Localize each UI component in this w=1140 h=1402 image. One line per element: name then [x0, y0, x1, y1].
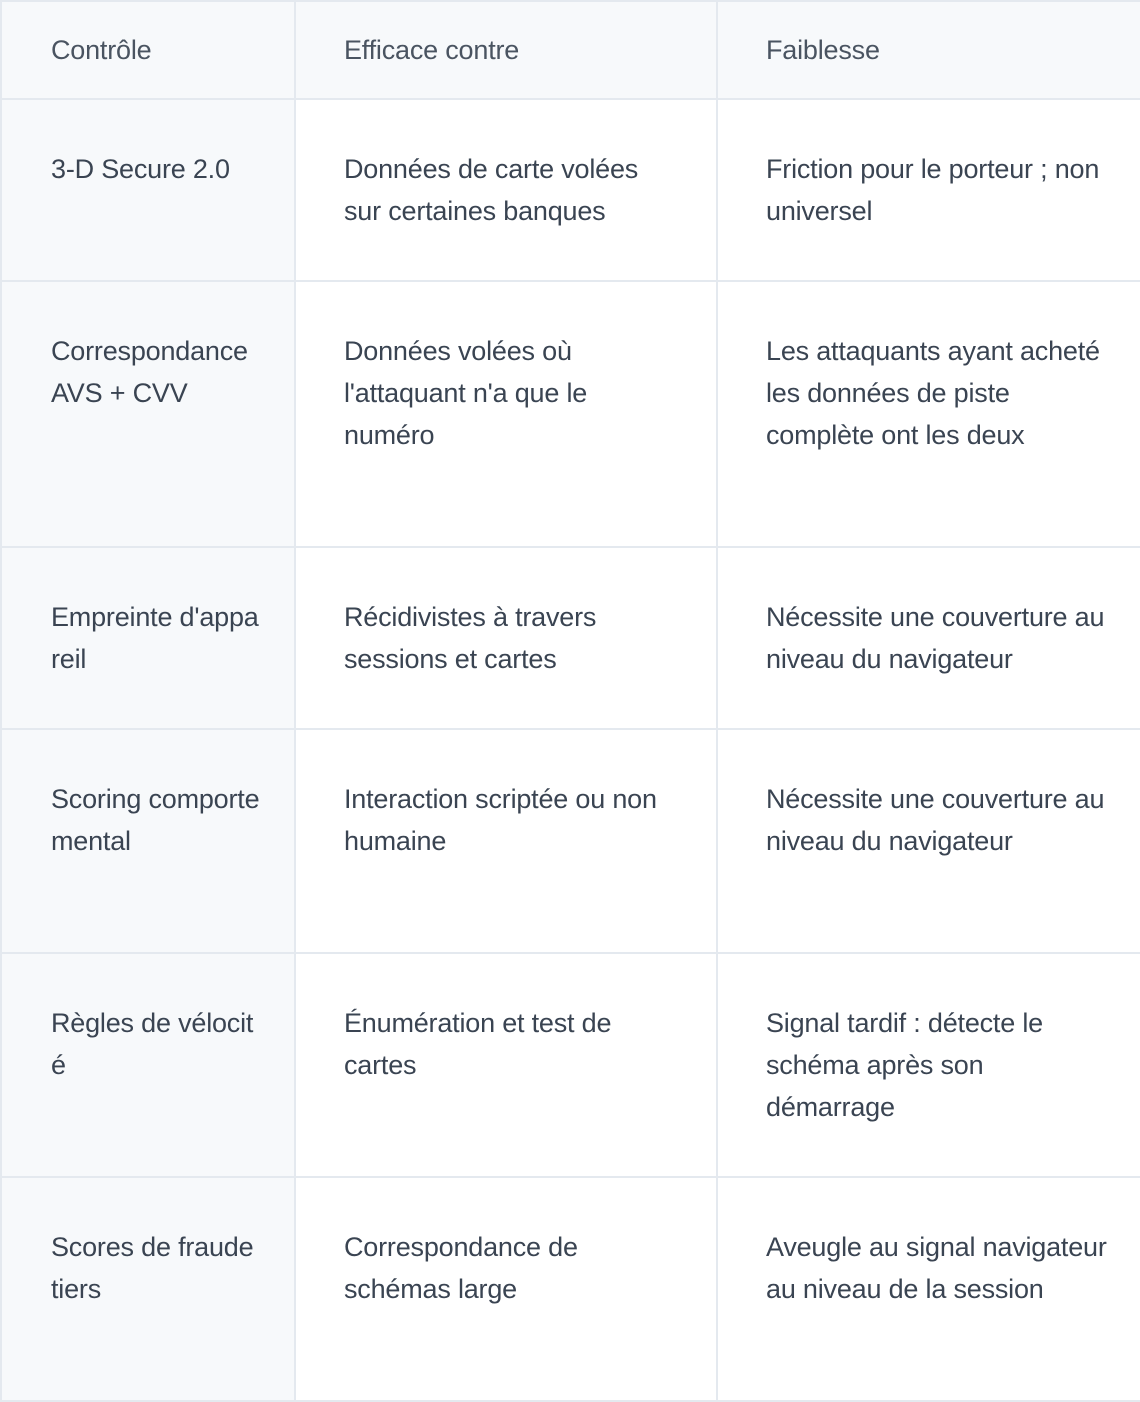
- table-row: [1, 953, 1140, 1177]
- cell-effective-against: Données de carte volées sur certaines banques: [295, 99, 717, 281]
- table-row: [1, 281, 1140, 547]
- table-row: [1, 1177, 1140, 1401]
- cell-weakness: Les attaquants ayant acheté les données de piste complète ont les deux: [717, 281, 1140, 547]
- table-body: [1, 99, 1140, 1401]
- header-row: [1, 1, 1140, 99]
- column-header-weakness: Faiblesse: [717, 1, 1140, 99]
- table-row: [1, 547, 1140, 729]
- table-row: [1, 99, 1140, 281]
- cell-effective-against: Données volées où l'attaquant n'a que le numéro: [295, 281, 717, 547]
- cell-effective-against: Énumération et test de cartes: [295, 953, 717, 1177]
- column-header-effective-against: Efficace contre: [295, 1, 717, 99]
- cell-weakness: Friction pour le porteur ; non universel: [717, 99, 1140, 281]
- cell-control: Règles de vélocité: [1, 953, 295, 1177]
- cell-effective-against: Récidivistes à travers sessions et cartes: [295, 547, 717, 729]
- column-header-control: Contrôle: [1, 1, 295, 99]
- table-row: [1, 729, 1140, 953]
- cell-weakness: Nécessite une couverture au niveau du navigateur: [717, 729, 1140, 953]
- cell-effective-against: Interaction scriptée ou non humaine: [295, 729, 717, 953]
- cell-weakness: Nécessite une couverture au niveau du navigateur: [717, 547, 1140, 729]
- cell-control: 3-D Secure 2.0: [1, 99, 295, 281]
- cell-control: Scores de fraude tiers: [1, 1177, 295, 1401]
- cell-control: Correspondance AVS + CVV: [1, 281, 295, 547]
- cell-effective-against: Correspondance de schémas large: [295, 1177, 717, 1401]
- cell-weakness: Signal tardif : détecte le schéma après son démarrage: [717, 953, 1140, 1177]
- cell-control: Scoring comportemental: [1, 729, 295, 953]
- cell-weakness: Aveugle au signal navigateur au niveau de la session: [717, 1177, 1140, 1401]
- table-header: [1, 1, 1140, 99]
- cell-control: Empreinte d'appareil: [1, 547, 295, 729]
